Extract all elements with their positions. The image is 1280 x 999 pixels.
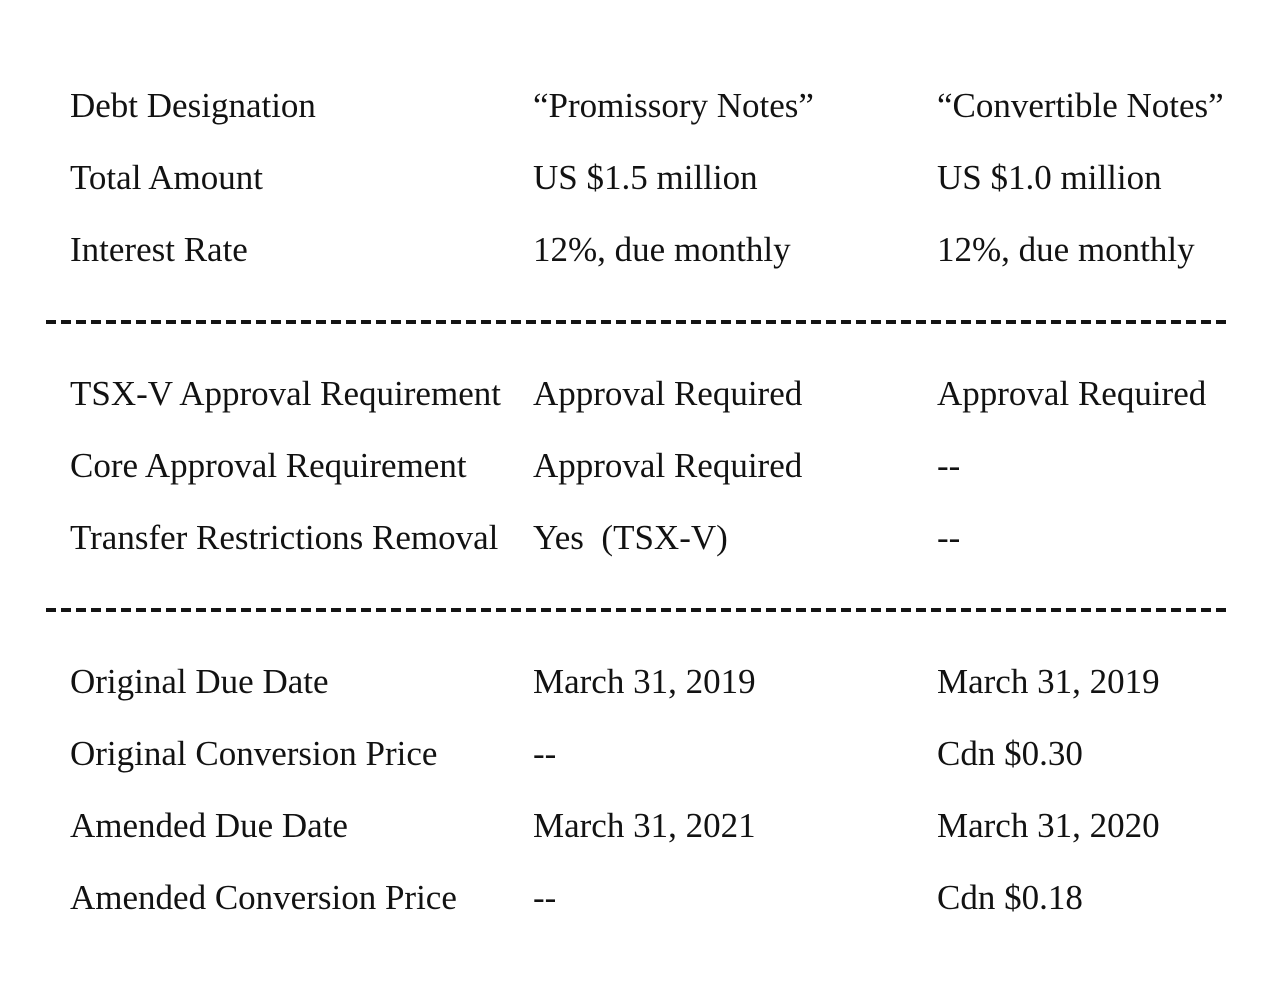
convertible-value: 12%, due monthly	[937, 230, 1195, 269]
convertible-value: --	[937, 446, 961, 485]
convertible-value: March 31, 2019	[937, 662, 1160, 701]
row-label: Amended Due Date	[70, 806, 348, 845]
convertible-value: US $1.0 million	[937, 158, 1162, 197]
promissory-value: March 31, 2021	[533, 806, 756, 845]
row-label: Original Conversion Price	[70, 734, 438, 773]
section-terms	[0, 70, 1280, 286]
promissory-value: 12%, due monthly	[533, 230, 791, 269]
convertible-value: --	[937, 518, 961, 557]
convertible-value: Approval Required	[937, 374, 1207, 413]
dashed-rule	[46, 608, 1226, 612]
row-label: Interest Rate	[70, 230, 248, 269]
row-label: Original Due Date	[70, 662, 329, 701]
promissory-value: US $1.5 million	[533, 158, 758, 197]
row-label: Total Amount	[70, 158, 263, 197]
dashed-rule	[46, 320, 1226, 324]
promissory-value: --	[533, 734, 557, 773]
section-approvals	[0, 358, 1280, 574]
promissory-value: Yes (TSX-V)	[533, 518, 728, 557]
row-label: Debt Designation	[70, 86, 316, 125]
promissory-value: --	[533, 878, 557, 917]
row-label: Amended Conversion Price	[70, 878, 457, 917]
dashed-divider	[0, 286, 1280, 358]
convertible-value: March 31, 2020	[937, 806, 1160, 845]
row-label: Core Approval Requirement	[70, 446, 467, 485]
promissory-value: “Promissory Notes”	[533, 86, 814, 125]
promissory-value: Approval Required	[533, 446, 803, 485]
row-label: TSX-V Approval Requirement	[70, 374, 501, 413]
promissory-value: March 31, 2019	[533, 662, 756, 701]
dashed-divider	[0, 574, 1280, 646]
convertible-value: “Convertible Notes”	[937, 86, 1224, 125]
convertible-value: Cdn $0.18	[937, 878, 1083, 917]
row-label: Transfer Restrictions Removal	[70, 518, 499, 557]
convertible-value: Cdn $0.30	[937, 734, 1083, 773]
section-dates-and-prices	[0, 646, 1280, 934]
promissory-value: Approval Required	[533, 374, 803, 413]
